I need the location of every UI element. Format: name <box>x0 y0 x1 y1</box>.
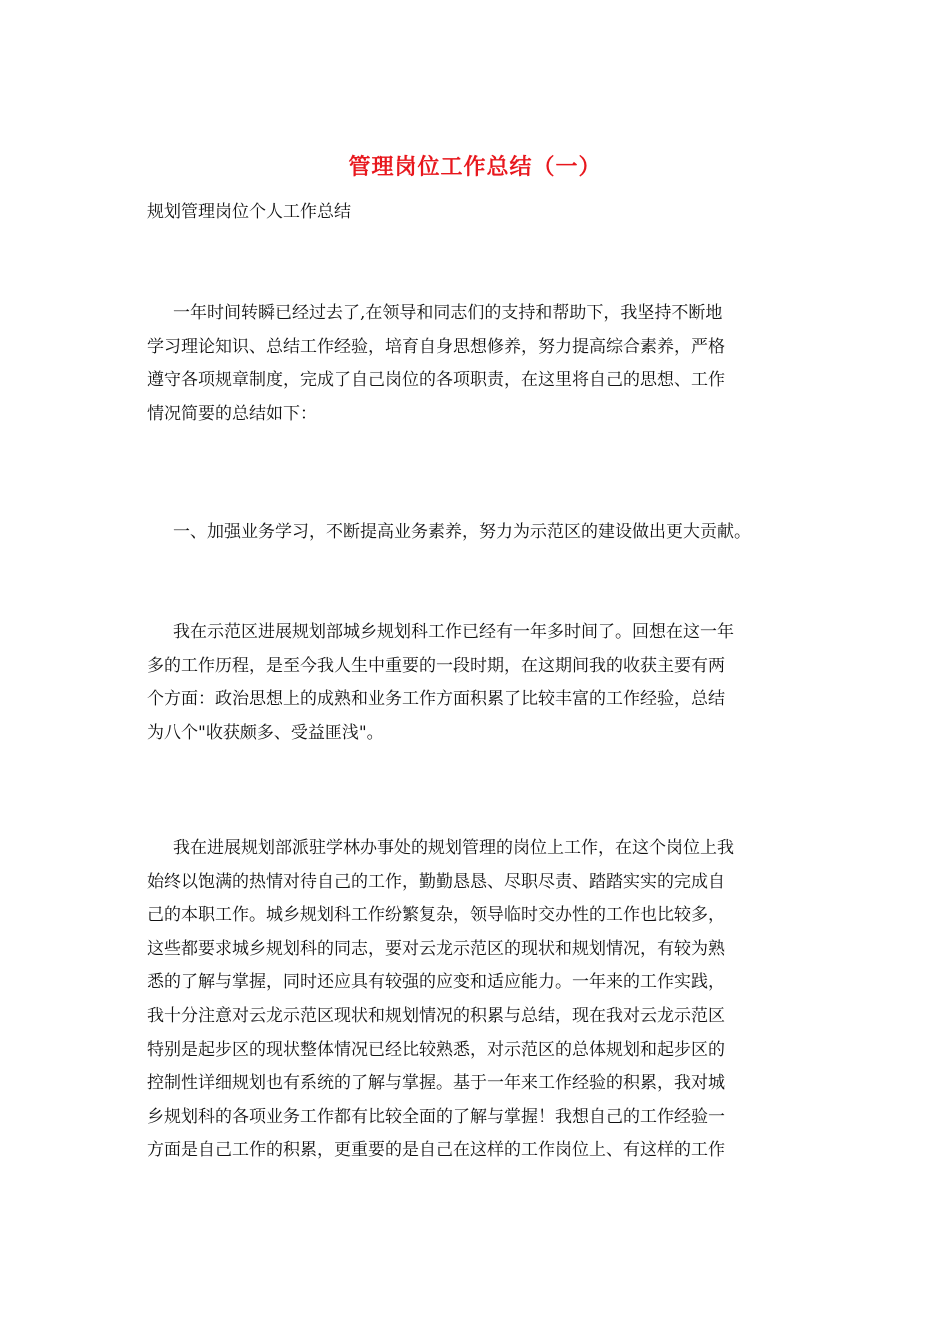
paragraph-line: 这些都要求城乡规划科的同志，要对云龙示范区的现状和规划情况，有较为熟 <box>147 938 725 959</box>
section-heading-one <box>147 516 751 550</box>
paragraph-line: 情况简要的总结如下： <box>147 403 317 424</box>
paragraph-line: 乡规划科的各项业务工作都有比较全面的了解与掌握！我想自己的工作经验一 <box>147 1106 725 1127</box>
paragraph-line: 为八个"收获颇多、受益匪浅"。 <box>147 722 384 743</box>
paragraph-line: 遵守各项规章制度，完成了自己岗位的各项职责，在这里将自己的思想、工作 <box>147 370 725 391</box>
paragraph-line: 学习理论知识、总结工作经验，培育自身思想修养，努力提高综合素养，严格 <box>147 336 725 357</box>
paragraph-line: 控制性详细规划也有系统的了解与掌握。基于一年来工作经验的积累，我对城 <box>147 1073 725 1094</box>
paragraph-line: 一年时间转瞬已经过去了,在领导和同志们的支持和帮助下，我坚持不断地 <box>173 303 723 323</box>
paragraph-post-work <box>147 832 734 1168</box>
paragraph-experience <box>147 616 734 750</box>
paragraph-line: 多的工作历程，是至今我人生中重要的一段时期，在这期间我的收获主要有两 <box>147 655 725 676</box>
paragraph-line: 我十分注意对云龙示范区现状和规划情况的积累与总结，现在我对云龙示范区 <box>147 1005 725 1026</box>
paragraph-line: 悉的了解与掌握，同时还应具有较强的应变和适应能力。一年来的工作实践， <box>147 972 725 993</box>
paragraph-line: 特别是起步区的现状整体情况已经比较熟悉，对示范区的总体规划和起步区的 <box>147 1039 725 1060</box>
paragraph-line: 始终以饱满的热情对待自己的工作，勤勤恳恳、尽职尽责、踏踏实实的完成自 <box>147 871 725 892</box>
paragraph-line: 我在进展规划部派驻学林办事处的规划管理的岗位上工作，在这个岗位上我 <box>173 838 734 858</box>
document-title: 管理岗位工作总结（一） <box>348 154 602 180</box>
document-subtitle: 规划管理岗位个人工作总结 <box>147 202 351 222</box>
paragraph-line: 个方面：政治思想上的成熟和业务工作方面积累了比较丰富的工作经验，总结 <box>147 689 725 710</box>
paragraph-line: 方面是自己工作的积累，更重要的是自己在这样的工作岗位上、有这样的工作 <box>147 1140 725 1161</box>
paragraph-line: 己的本职工作。城乡规划科工作纷繁复杂，领导临时交办性的工作也比较多， <box>147 905 725 926</box>
paragraph-intro <box>147 297 725 431</box>
paragraph-line: 一、加强业务学习，不断提高业务素养，努力为示范区的建设做出更大贡献。 <box>173 522 751 542</box>
paragraph-line: 我在示范区进展规划部城乡规划科工作已经有一年多时间了。回想在这一年 <box>173 622 734 642</box>
